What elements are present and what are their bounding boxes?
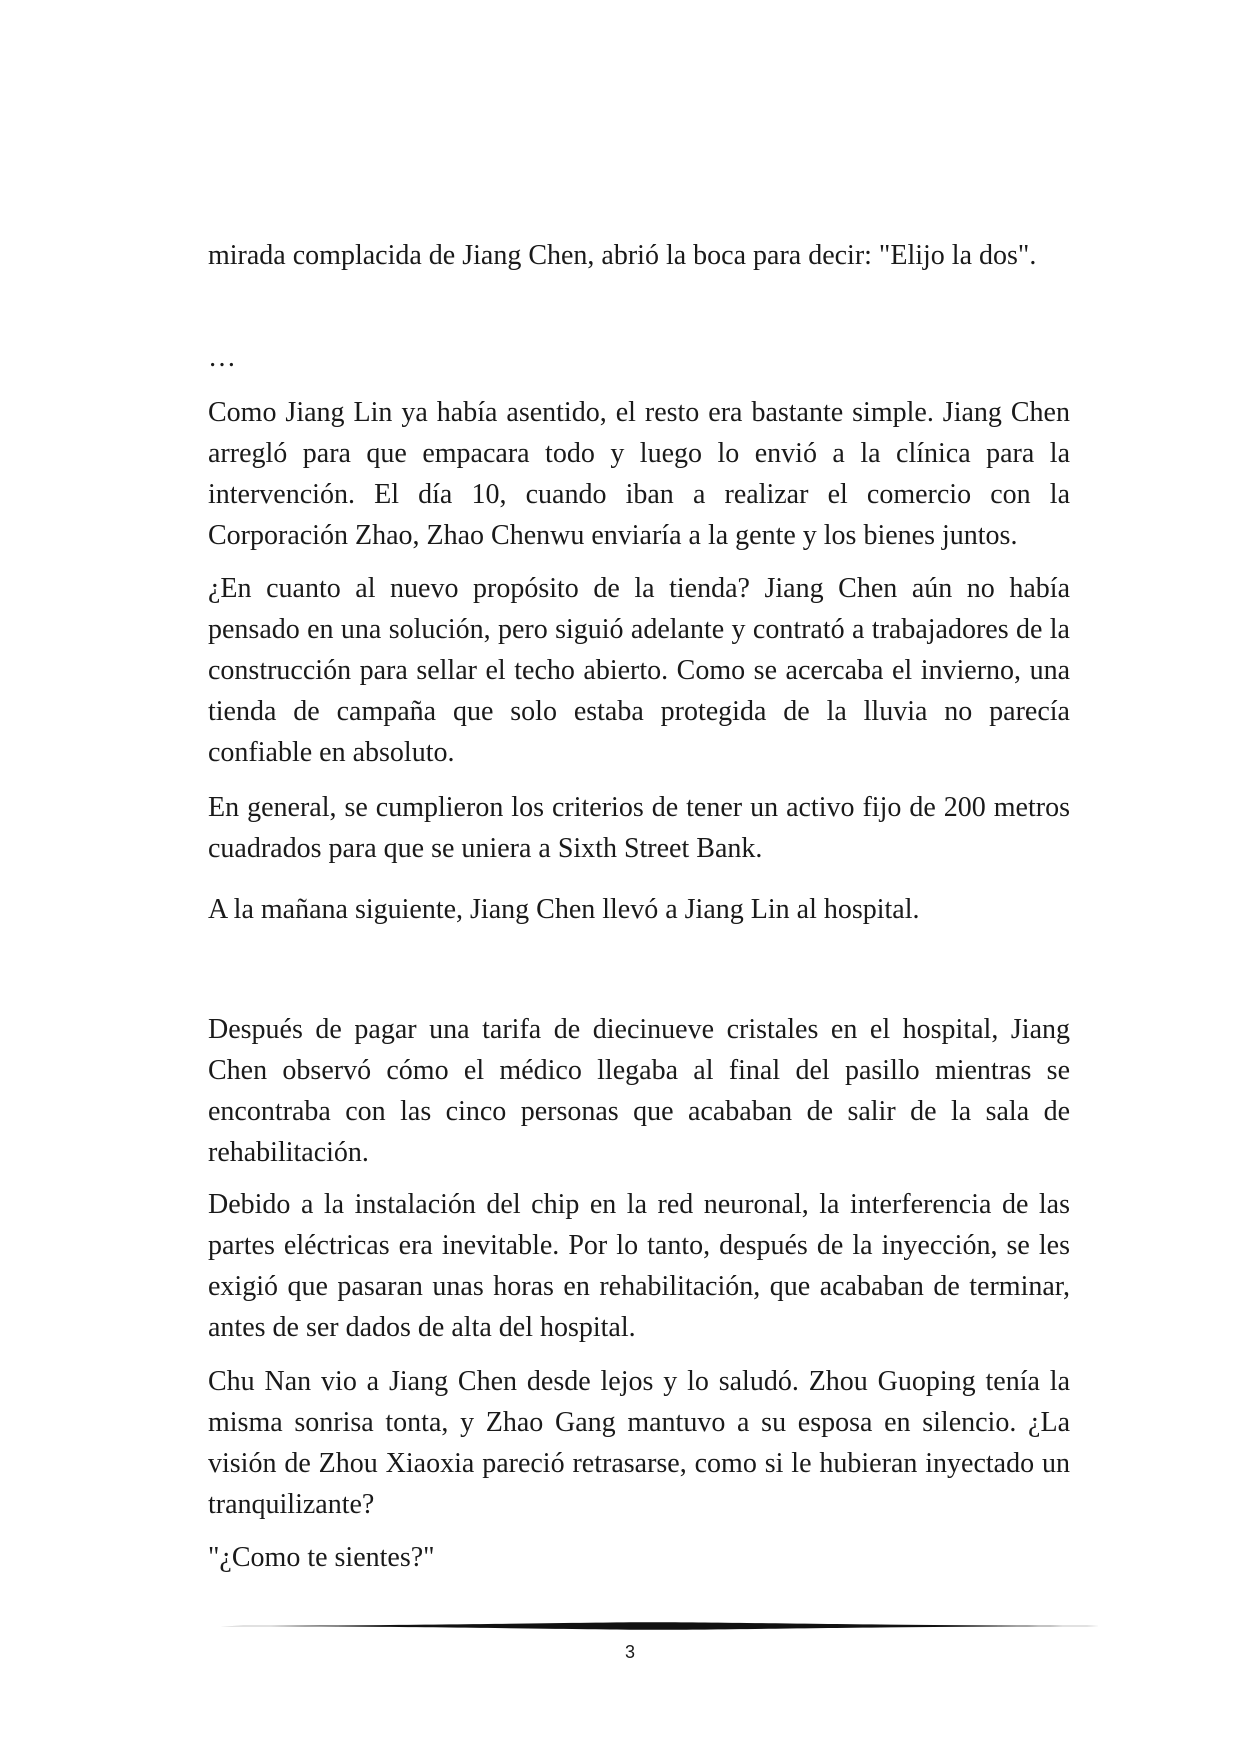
paragraph-text xyxy=(208,235,1070,276)
paragraph: A la mañana siguiente, Jiang Chen llevó a Jiang Lin al hospital. xyxy=(208,894,920,925)
paragraph-text xyxy=(208,1537,1070,1578)
page-number: 3 xyxy=(624,1642,635,1662)
paragraph: ¿En cuanto al nuevo propósito de la tienda? Jiang Chen aún no había pensado en una solución, pero siguió adelante y contrató a trabajadores de la construcción para sellar el techo abierto. Como se acercaba el invierno, una tienda de campaña que solo estaba protegida de la lluvia no parecía confiable en absoluto. xyxy=(208,573,1070,768)
paragraph-text xyxy=(208,787,1070,869)
paragraph-text xyxy=(208,1009,1070,1173)
paragraph: Como Jiang Lin ya había asentido, el resto era bastante simple. Jiang Chen arregló para que empacara todo y luego lo envió a la clínica para la intervención. El día 10, cuando iban a realizar el comercio con la Corporación Zhao, Zhao Chenwu enviaría a la gente y los bienes juntos. xyxy=(208,397,1070,551)
paragraph: mirada complacida de Jiang Chen, abrió la boca para decir: "Elijo la dos". xyxy=(208,240,1037,271)
paragraph-text xyxy=(208,392,1070,556)
paragraph: Después de pagar una tarifa de diecinueve cristales en el hospital, Jiang Chen observó cómo el médico llegaba al final del pasillo mientras se encontraba con las cinco personas que acababan de salir de la sala de rehabilitación. xyxy=(208,1014,1070,1168)
paragraph: "¿Como te sientes?" xyxy=(208,1542,435,1573)
paragraph-text xyxy=(208,1361,1070,1525)
paragraph-text xyxy=(208,568,1070,773)
paragraph: Chu Nan vio a Jiang Chen desde lejos y lo saludó. Zhou Guoping tenía la misma sonrisa tonta, y Zhao Gang mantuvo a su esposa en silencio. ¿La visión de Zhou Xiaoxia pareció retrasarse, como si le hubieran inyectado un tranquilizante? xyxy=(208,1366,1070,1520)
paragraph: … xyxy=(208,342,236,373)
footer-divider-rule xyxy=(208,1621,1112,1631)
paragraph: Debido a la instalación del chip en la red neuronal, la interferencia de las partes eléctricas era inevitable. Por lo tanto, después de la inyección, se les exigió que pasaran unas horas en rehabilitación, que acababan de terminar, antes de ser dados de alta del hospital. xyxy=(208,1189,1070,1343)
paragraph: En general, se cumplieron los criterios de tener un activo fijo de 200 metros cuadrados para que se uniera a Sixth Street Bank. xyxy=(208,792,1070,864)
scene-break-ellipsis xyxy=(208,337,1070,378)
paragraph-text xyxy=(208,889,1070,930)
paragraph-text xyxy=(208,1184,1070,1348)
